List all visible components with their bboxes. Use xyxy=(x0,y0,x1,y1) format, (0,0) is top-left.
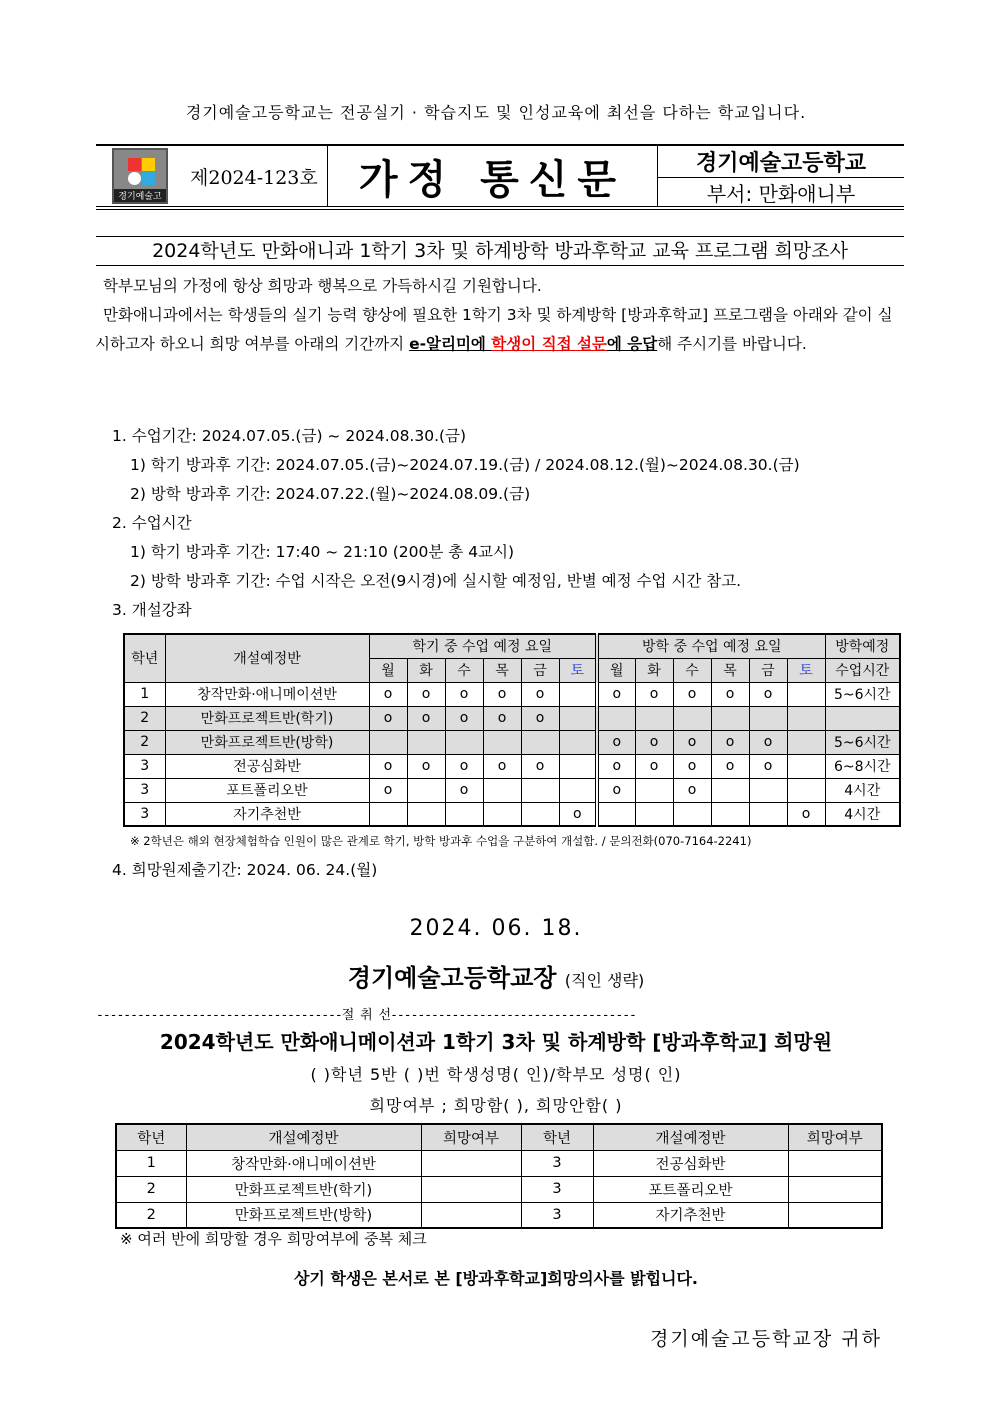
day-mark xyxy=(521,802,559,826)
day-mark: o xyxy=(483,754,521,778)
day-mark xyxy=(787,754,825,778)
table-row: 2 만화프로젝트반(학기) o o o o o xyxy=(124,706,900,730)
day-mark: o xyxy=(749,730,787,754)
day-mark: o xyxy=(521,754,559,778)
day-mark xyxy=(597,802,635,826)
day-mark xyxy=(673,802,711,826)
addressee: 경기예술고등학교장 귀하 xyxy=(650,1328,882,1350)
day-mark: o xyxy=(369,682,407,706)
day-mark xyxy=(711,706,749,730)
day-mark xyxy=(787,682,825,706)
preference-cell[interactable] xyxy=(421,1150,521,1176)
day-mark xyxy=(369,730,407,754)
day-header: 화 xyxy=(635,658,673,682)
day-mark xyxy=(711,778,749,802)
day-mark: o xyxy=(597,778,635,802)
student-info-line: ( )학년 5반 ( )번 학생성명( 인)/학부모 성명( 인) xyxy=(310,1065,682,1084)
letter-header xyxy=(96,144,904,210)
day-mark xyxy=(483,802,521,826)
day-mark xyxy=(787,778,825,802)
day-mark xyxy=(749,706,787,730)
day-header: 목 xyxy=(711,658,749,682)
day-mark xyxy=(787,706,825,730)
intro-body: 만화애니과에서는 학생들의 실기 능력 향상에 필요한 1학기 3차 및 하계방학 [방과후학교] 프로그램을 아래와 같이 실시하고자 하오니 희망 여부를 아래의 기간까지 e-알리미에 학생이 직접 설문에 응답해 주시기를 바랍니다. xyxy=(95,306,893,353)
preference-cell[interactable] xyxy=(421,1202,521,1228)
day-mark xyxy=(559,706,597,730)
day-mark xyxy=(749,778,787,802)
item-1-1: 1) 학기 방과후 기간: 2024.07.05.(금)~2024.07.19.(금) / 2024.08.12.(월)~2024.08.30.(금) xyxy=(130,456,800,474)
table-row: 2 만화프로젝트반(방학) 3 자기추천반 xyxy=(116,1202,882,1228)
doc-title: 가정 통신문 xyxy=(328,146,658,206)
item-1-2: 2) 방학 방과후 기간: 2024.07.22.(월)~2024.08.09.(금) xyxy=(130,485,531,503)
table-row: 3 전공심화반 o o o o o o o o o o 6~8시간 xyxy=(124,754,900,778)
preference-cell[interactable] xyxy=(788,1176,882,1202)
item-2: 2. 수업시간 xyxy=(112,514,192,532)
day-mark: o xyxy=(711,754,749,778)
day-mark: o xyxy=(407,682,445,706)
day-mark xyxy=(559,682,597,706)
table-row: 1 창작만화·애니메이션반 o o o o o o o o o o 5~6시간 xyxy=(124,682,900,706)
day-mark: o xyxy=(597,682,635,706)
day-mark: o xyxy=(711,730,749,754)
item-3: 3. 개설강좌 xyxy=(112,601,192,619)
day-mark: o xyxy=(445,754,483,778)
day-mark xyxy=(407,802,445,826)
department: 부서: 만화애니부 xyxy=(706,182,856,206)
day-header: 수 xyxy=(673,658,711,682)
day-mark xyxy=(407,730,445,754)
day-header: 수 xyxy=(445,658,483,682)
day-mark xyxy=(787,730,825,754)
day-mark xyxy=(369,802,407,826)
day-mark: o xyxy=(445,682,483,706)
day-mark xyxy=(445,730,483,754)
day-mark xyxy=(445,802,483,826)
day-mark: o xyxy=(445,706,483,730)
day-header: 토 xyxy=(787,658,825,682)
day-header: 월 xyxy=(597,658,635,682)
day-header: 목 xyxy=(483,658,521,682)
day-mark: o xyxy=(673,754,711,778)
course-table: 학년 개설예정반 학기 중 수업 예정 요일 방학 중 수업 예정 요일 방학예정 월 화 수 목 금 토 월 화 수 목 금 토 수업시간 1 창작만화·애니메이션반 o o o o o o o o o o 5~6시간 2 만화프로젝트반(학기) o o o o o 2 만화프로젝트반(방학) o o o o o 5~6시간 3 전공심화반 o o o o o o o o o o 6~8시간 3 포트폴리오반 o o o o 4시간 3 자기추천반 o o 4시간 xyxy=(123,633,901,827)
table-row: 2 만화프로젝트반(학기) 3 포트폴리오반 xyxy=(116,1176,882,1202)
day-mark: o xyxy=(635,754,673,778)
day-mark xyxy=(483,778,521,802)
item-4: 4. 희망원제출기간: 2024. 06. 24.(월) xyxy=(112,861,378,879)
school-name: 경기예술고등학교 xyxy=(658,146,904,178)
day-mark xyxy=(635,802,673,826)
day-mark xyxy=(749,802,787,826)
intro-greeting: 학부모님의 가정에 항상 희망과 행복으로 가득하시길 기원합니다. xyxy=(103,277,542,295)
table-row: 3 자기추천반 o o 4시간 xyxy=(124,802,900,826)
day-mark xyxy=(521,730,559,754)
day-mark: o xyxy=(635,730,673,754)
table-note: ※ 2학년은 해외 현장체험학습 인원이 많은 관계로 학기, 방학 방과후 수업을 구분하여 개설함. / 문의전화(070-7164-2241) xyxy=(130,834,752,848)
preference-cell[interactable] xyxy=(421,1176,521,1202)
preference-cell[interactable] xyxy=(788,1202,882,1228)
day-header: 금 xyxy=(521,658,559,682)
day-mark: o xyxy=(749,682,787,706)
day-header: 토 xyxy=(559,658,597,682)
day-mark xyxy=(407,778,445,802)
table-row: 2 만화프로젝트반(방학) o o o o o 5~6시간 xyxy=(124,730,900,754)
day-mark: o xyxy=(597,754,635,778)
confirmation: 상기 학생은 본서로 본 [방과후학교]희망의사를 밝힙니다. xyxy=(293,1269,699,1288)
day-mark: o xyxy=(407,754,445,778)
day-mark xyxy=(483,730,521,754)
day-mark xyxy=(521,778,559,802)
day-header: 화 xyxy=(407,658,445,682)
day-mark: o xyxy=(787,802,825,826)
day-mark: o xyxy=(483,706,521,730)
item-1: 1. 수업기간: 2024.07.05.(금) ~ 2024.08.30.(금) xyxy=(112,427,467,445)
form-note: ※ 여러 반에 희망할 경우 희망여부에 중복 체크 xyxy=(120,1230,427,1248)
day-mark: o xyxy=(635,682,673,706)
issue-number: 제2024-123호 xyxy=(190,166,318,189)
table-row: 3 포트폴리오반 o o o o 4시간 xyxy=(124,778,900,802)
principal: 경기예술고등학교장 (직인 생략) xyxy=(347,964,645,992)
day-mark: o xyxy=(749,754,787,778)
day-mark: o xyxy=(483,682,521,706)
table-row: 1 창작만화·애니메이션반 3 전공심화반 xyxy=(116,1150,882,1176)
day-header: 월 xyxy=(369,658,407,682)
day-mark xyxy=(711,802,749,826)
preference-cell[interactable] xyxy=(788,1150,882,1176)
preference-line: 희망여부 ; 희망함( ), 희망안함( ) xyxy=(369,1096,623,1115)
day-mark: o xyxy=(673,730,711,754)
day-mark xyxy=(559,730,597,754)
day-mark: o xyxy=(369,754,407,778)
cut-line: ------------------------------------절 취 선------------------------------------ xyxy=(96,1008,636,1023)
day-mark: o xyxy=(597,730,635,754)
day-mark: o xyxy=(521,706,559,730)
day-mark: o xyxy=(407,706,445,730)
day-mark: o xyxy=(559,802,597,826)
day-mark xyxy=(559,754,597,778)
day-mark xyxy=(673,706,711,730)
day-mark: o xyxy=(369,706,407,730)
day-mark xyxy=(635,778,673,802)
item-2-1: 1) 학기 방과후 기간: 17:40 ~ 21:10 (200분 총 4교시) xyxy=(130,543,515,561)
day-mark: o xyxy=(673,682,711,706)
day-mark: o xyxy=(521,682,559,706)
day-header: 금 xyxy=(749,658,787,682)
preference-table: 학년 개설예정반 희망여부 학년 개설예정반 희망여부 1 창작만화·애니메이션반 3 전공심화반 2 만화프로젝트반(학기) 3 포트폴리오반 2 만화프로젝트반(방학) 3 자기추천반 xyxy=(115,1123,883,1229)
item-2-2: 2) 방학 방과후 기간: 수업 시작은 오전(9시경)에 실시할 예정임, 반별 예정 수업 시간 참고. xyxy=(130,572,742,590)
day-mark xyxy=(597,706,635,730)
day-mark xyxy=(559,778,597,802)
issue-date: 2024. 06. 18. xyxy=(409,916,583,941)
school-logo: 경기예술고 xyxy=(112,148,168,204)
e-alimi-link: e-알리미에 xyxy=(409,335,492,353)
day-mark: o xyxy=(369,778,407,802)
day-mark: o xyxy=(445,778,483,802)
day-mark: o xyxy=(673,778,711,802)
survey-title: 2024학년도 만화애니과 1학기 3차 및 하계방학 방과후학교 교육 프로그램 희망조사 xyxy=(96,236,904,266)
day-mark: o xyxy=(711,682,749,706)
form-title: 2024학년도 만화애니메이션과 1학기 3차 및 하계방학 [방과후학교] 희망원 xyxy=(159,1030,833,1054)
school-slogan: 경기예술고등학교는 전공실기 · 학습지도 및 인성교육에 최선을 다하는 학교입니다. xyxy=(185,103,807,122)
day-mark xyxy=(635,706,673,730)
